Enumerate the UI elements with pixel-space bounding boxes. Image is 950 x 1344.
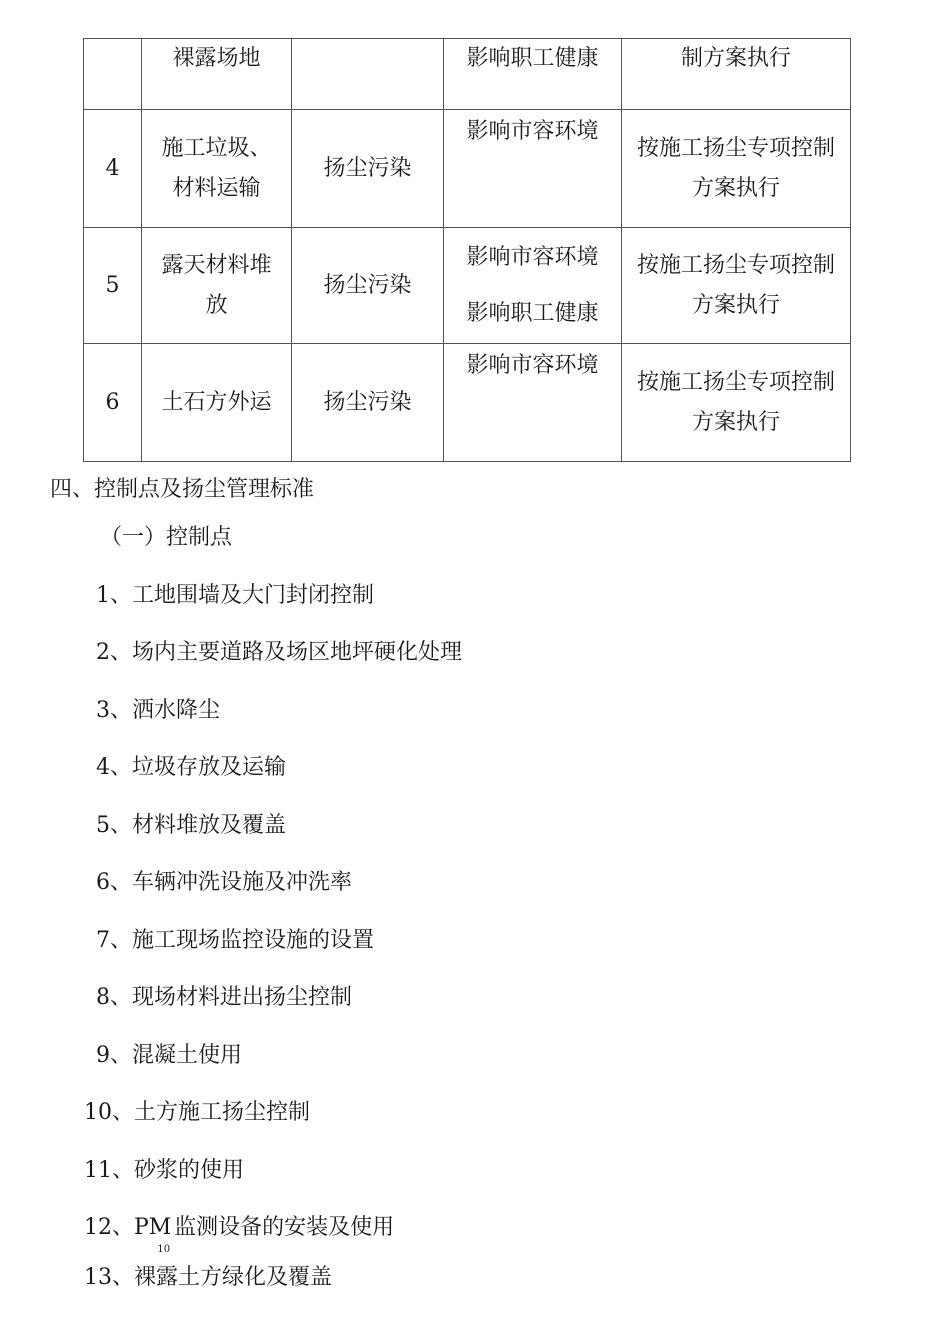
cell-impact [444,39,622,110]
cell-text: 影响市容环境 [466,353,599,378]
list-item: 11、砂浆的使用 [84,1158,244,1183]
cell-text: 方案执行 [691,175,780,201]
cell-no [84,39,142,110]
cell-text: 按施工扬尘专项控制 [636,135,835,161]
list-item: 9、混凝土使用 [96,1043,242,1068]
pm-prefix: 12、PM [84,1215,172,1240]
cell-text: 土石方外运 [161,389,272,415]
cell-measure [622,344,851,462]
cell-text: 影响市容环境 [466,244,599,270]
cell-no: 6 [84,344,142,462]
cell-pollution: 扬尘污染 [292,344,444,462]
section-heading: 四、控制点及扬尘管理标准 [50,477,315,502]
cell-text: 放 [205,292,228,318]
cell-item [142,344,292,462]
pollution-source-table [83,38,851,462]
list-item: 2、场内主要道路及场区地坪硬化处理 [96,640,462,665]
list-item: 4、垃圾存放及运输 [96,755,286,780]
cell-impact [444,344,622,462]
pm-subscript: 10 [157,1244,171,1255]
cell-measure [622,39,851,110]
cell-pollution [292,39,444,110]
cell-pollution: 扬尘污染 [292,110,444,228]
pm-suffix: 监测设备的安装及使用 [174,1215,395,1240]
cell-text: 按施工扬尘专项控制 [636,252,835,278]
list-item: 10、土方施工扬尘控制 [84,1100,310,1125]
cell-text: 施工垃圾、 [161,135,272,161]
table-row [84,228,851,344]
list-item: 3、洒水降尘 [96,698,220,723]
cell-item [142,228,292,344]
table-row [84,344,851,462]
cell-item [142,39,292,110]
cell-text: 制方案执行 [680,46,791,71]
table-row [84,110,851,228]
cell-text: 方案执行 [691,292,780,318]
cell-text: 裸露场地 [172,46,261,71]
cell-pollution: 扬尘污染 [292,228,444,344]
cell-no: 4 [84,110,142,228]
subsection-heading: （一）控制点 [100,525,233,550]
list-item: 8、现场材料进出扬尘控制 [96,985,352,1010]
cell-text: 材料运输 [172,175,261,201]
cell-text: 按施工扬尘专项控制 [636,369,835,395]
list-item: 5、材料堆放及覆盖 [96,813,286,838]
cell-no: 5 [84,228,142,344]
cell-measure [622,228,851,344]
list-item: 7、施工现场监控设施的设置 [96,928,374,953]
list-item: 6、车辆冲洗设施及冲洗率 [96,870,352,895]
cell-text: 影响职工健康 [466,300,599,326]
cell-impact [444,110,622,228]
table-row [84,39,851,110]
cell-text: 影响市容环境 [466,119,599,144]
list-item: 1、工地围墙及大门封闭控制 [96,583,374,608]
list-item: 13、裸露土方绿化及覆盖 [84,1265,332,1290]
cell-text: 露天材料堆 [161,252,272,278]
cell-text: 影响职工健康 [466,46,599,71]
list-item-pm [84,1213,395,1255]
cell-measure [622,110,851,228]
cell-item [142,110,292,228]
cell-impact [444,228,622,344]
cell-text: 方案执行 [691,409,780,435]
